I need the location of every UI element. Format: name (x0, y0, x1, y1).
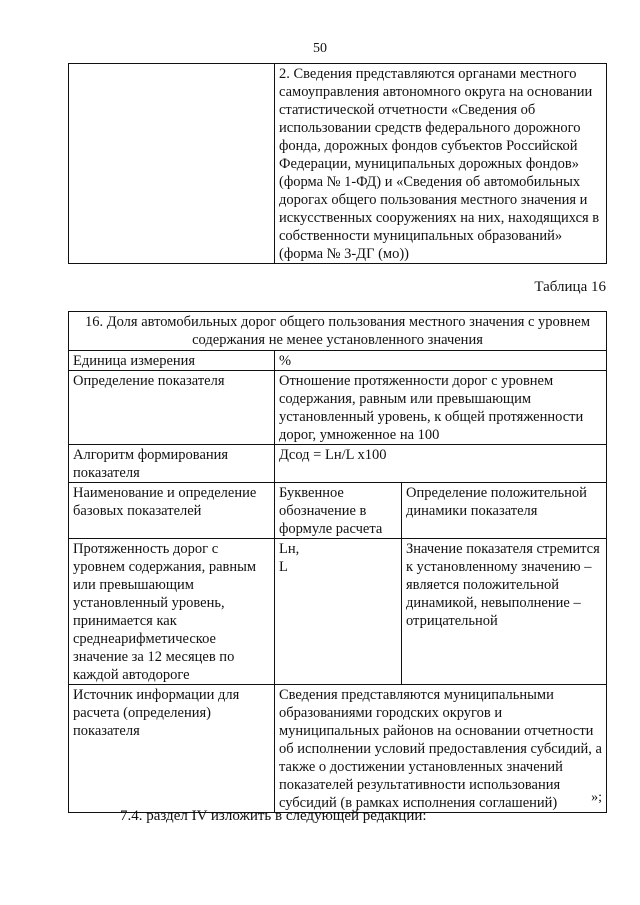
base-indicator-dynamics: Значение показателя стремится к установленному значению – является положительной динамикой, невыполнение – отрицательной (402, 539, 607, 685)
page-number: 50 (313, 41, 327, 56)
definition-value: Отношение протяженности дорог с уровнем содержания, равным или превышающим установленный уровень, к общей протяженности дорог, умноженное на 100 (275, 371, 607, 445)
algorithm-formula: Дсод = Lн/L х100 (275, 445, 607, 483)
source-note-cell: 2. Сведения представляются органами местного самоуправления автономного округа на основании статистической отчетности «Сведения об использовании средств федерального дорожного фонда, дорожных фондов субъектов Российской Федерации, муниципальных дорожных фондов» (форма № 1-ФД) и «Сведения об автомобильных дорогах общего пользования местного значения и искусственных сооружениях на них, находящихся в собственности муниципальных образований» (форма № 3-ДГ (мо)) (275, 64, 607, 264)
footer-text: 7.4. раздел IV изложить в следующей редакции: (120, 808, 427, 824)
table-row (69, 351, 607, 371)
column-header-name: Наименование и определение базовых показателей (69, 483, 275, 539)
column-header-symbol: Буквенное обозначение в формуле расчета (275, 483, 402, 539)
source-value: Сведения представляются муниципальными образованиями городских округов и муниципальных районов на основании отчетности об исполнении условий предоставления субсидий, а также о достижении установленных значений показателей результативности использования субсидий (в рамках исполнения соглашений) (275, 685, 607, 813)
empty-cell (69, 64, 275, 264)
table-header-row (69, 483, 607, 539)
table-row (69, 64, 607, 264)
table-title-row (69, 312, 607, 351)
table-row (69, 371, 607, 445)
unit-label: Единица измерения (69, 351, 275, 371)
definition-label: Определение показателя (69, 371, 275, 445)
indicator-table (68, 311, 607, 813)
source-label: Источник информации для расчета (определения) показателя (69, 685, 275, 813)
table-row (69, 539, 607, 685)
table-caption: Таблица 16 (534, 279, 606, 295)
table-row (69, 445, 607, 483)
column-header-dynamics: Определение положительной динамики показателя (402, 483, 607, 539)
base-indicator-name: Протяженность дорог с уровнем содержания, равным или превышающим установленный уровень, принимается как среднеарифметическое значение за 12 месяцев по каждой автодороге (69, 539, 275, 685)
symbol-line-2: L (279, 559, 288, 575)
table-row (69, 685, 607, 813)
unit-value: % (275, 351, 607, 371)
table-title: 16. Доля автомобильных дорог общего пользования местного значения с уровнем содержания не менее установленного значения (69, 312, 607, 351)
closing-quote: »; (591, 790, 602, 805)
symbol-line-1: Lн, (279, 541, 300, 557)
base-indicator-symbol (275, 539, 402, 685)
continuation-table (68, 63, 607, 264)
algorithm-label: Алгоритм формирования показателя (69, 445, 275, 483)
